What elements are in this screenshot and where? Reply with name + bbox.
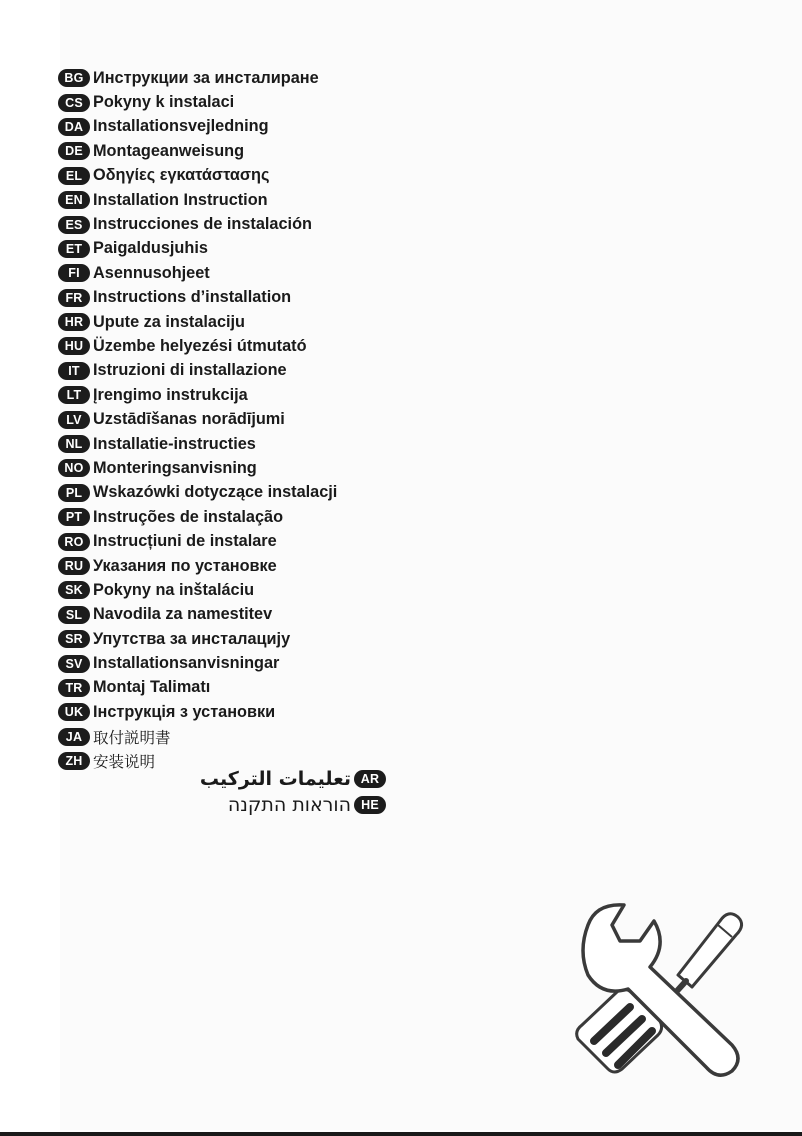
language-code-badge: DE [58,142,90,160]
language-code-badge: UK [58,703,90,721]
language-title: Указания по установке [93,556,277,575]
language-code-badge: LV [58,411,90,429]
bottom-rule [0,1132,802,1136]
language-code-badge: EL [58,167,90,185]
language-code-badge: ZH [58,752,90,770]
language-code-badge: SK [58,581,90,599]
language-code-badge: HE [354,796,386,814]
language-code-badge: IT [58,362,90,380]
language-code-badge: RO [58,533,90,551]
language-code-badge: ET [58,240,90,258]
language-item-he [200,792,386,818]
language-title: Montageanweisung [93,141,245,160]
language-code-badge: LT [58,386,90,404]
language-code-badge: HR [58,313,90,331]
language-item-tr [58,676,337,700]
language-code-badge: FI [58,264,90,282]
language-title: 取付説明書 [93,728,171,747]
language-title: Upute za instalaciju [93,312,245,331]
language-title: 安装说明 [93,753,156,772]
language-code-badge: PT [58,508,90,526]
language-title: Asennusohjeet [93,263,210,282]
language-item-ja [58,725,337,749]
language-title: Pokyny k instalaci [93,93,235,112]
language-item-hu [58,334,337,358]
language-item-et [58,237,337,261]
language-item-hr [58,310,337,334]
language-title: Instructions d’installation [93,288,292,307]
language-title: Οδηγίες εγκατάστασης [93,166,270,185]
language-item-en [58,188,337,212]
language-title: Uzstādīšanas norādījumi [93,410,285,429]
language-title: Instruções de instalação [93,507,284,526]
language-code-badge: NO [58,459,90,477]
language-item-fi [58,261,337,285]
language-item-cs [58,90,337,114]
language-item-pl [58,481,337,505]
language-code-badge: NL [58,435,90,453]
language-item-ro [58,529,337,553]
language-title: Navodila za namestitev [93,605,273,624]
language-code-badge: FR [58,289,90,307]
language-title: Инструкции за инсталиране [93,68,319,87]
language-item-fr [58,286,337,310]
language-title: Installationsanvisningar [93,654,280,673]
language-item-da [58,115,337,139]
language-title: Instrucciones de instalación [93,215,312,234]
language-item-lv [58,407,337,431]
language-code-badge: ES [58,216,90,234]
language-item-no [58,456,337,480]
language-title: Pokyny na inštaláciu [93,580,255,599]
language-code-badge: JA [58,728,90,746]
language-code-badge: SL [58,606,90,624]
language-list [58,66,337,773]
rtl-language-list [200,766,386,818]
language-item-sl [58,603,337,627]
language-code-badge: EN [58,191,90,209]
language-title: Упутства за инсталацију [93,629,291,648]
language-item-ar [200,766,386,792]
language-title: تعليمات التركيب [199,768,351,790]
language-title: Installatie-instructies [93,434,256,453]
language-code-badge: BG [58,69,90,87]
language-item-it [58,359,337,383]
language-item-es [58,212,337,236]
language-item-de [58,139,337,163]
language-code-badge: PL [58,484,90,502]
language-code-badge: TR [58,679,90,697]
language-title: Інструкція з установки [93,702,276,721]
language-item-bg [58,66,337,90]
language-title: Įrengimo instrukcija [93,385,248,404]
language-title: Installation Instruction [93,190,268,209]
language-title: Montaj Talimatı [93,678,211,697]
language-item-ru [58,554,337,578]
language-code-badge: AR [354,770,386,788]
language-item-uk [58,700,337,724]
language-item-nl [58,432,337,456]
wrench-screwdriver-icon [568,895,752,1079]
language-code-badge: SR [58,630,90,648]
language-item-sv [58,651,337,675]
language-title: Wskazówki dotyczące instalacji [93,483,338,502]
language-item-pt [58,505,337,529]
language-code-badge: SV [58,655,90,673]
language-title: Installationsvejledning [93,117,269,136]
language-title: Üzembe helyezési útmutató [93,336,307,355]
language-item-el [58,164,337,188]
language-code-badge: RU [58,557,90,575]
language-title: Monteringsanvisning [93,458,257,477]
language-title: הוראות התקנה [227,794,351,816]
language-code-badge: HU [58,337,90,355]
language-title: Istruzioni di installazione [93,361,287,380]
language-title: Instrucțiuni de instalare [93,532,277,551]
language-item-lt [58,383,337,407]
language-item-sr [58,627,337,651]
language-code-badge: DA [58,118,90,136]
language-item-sk [58,578,337,602]
language-code-badge: CS [58,94,90,112]
language-title: Paigaldusjuhis [93,239,208,258]
